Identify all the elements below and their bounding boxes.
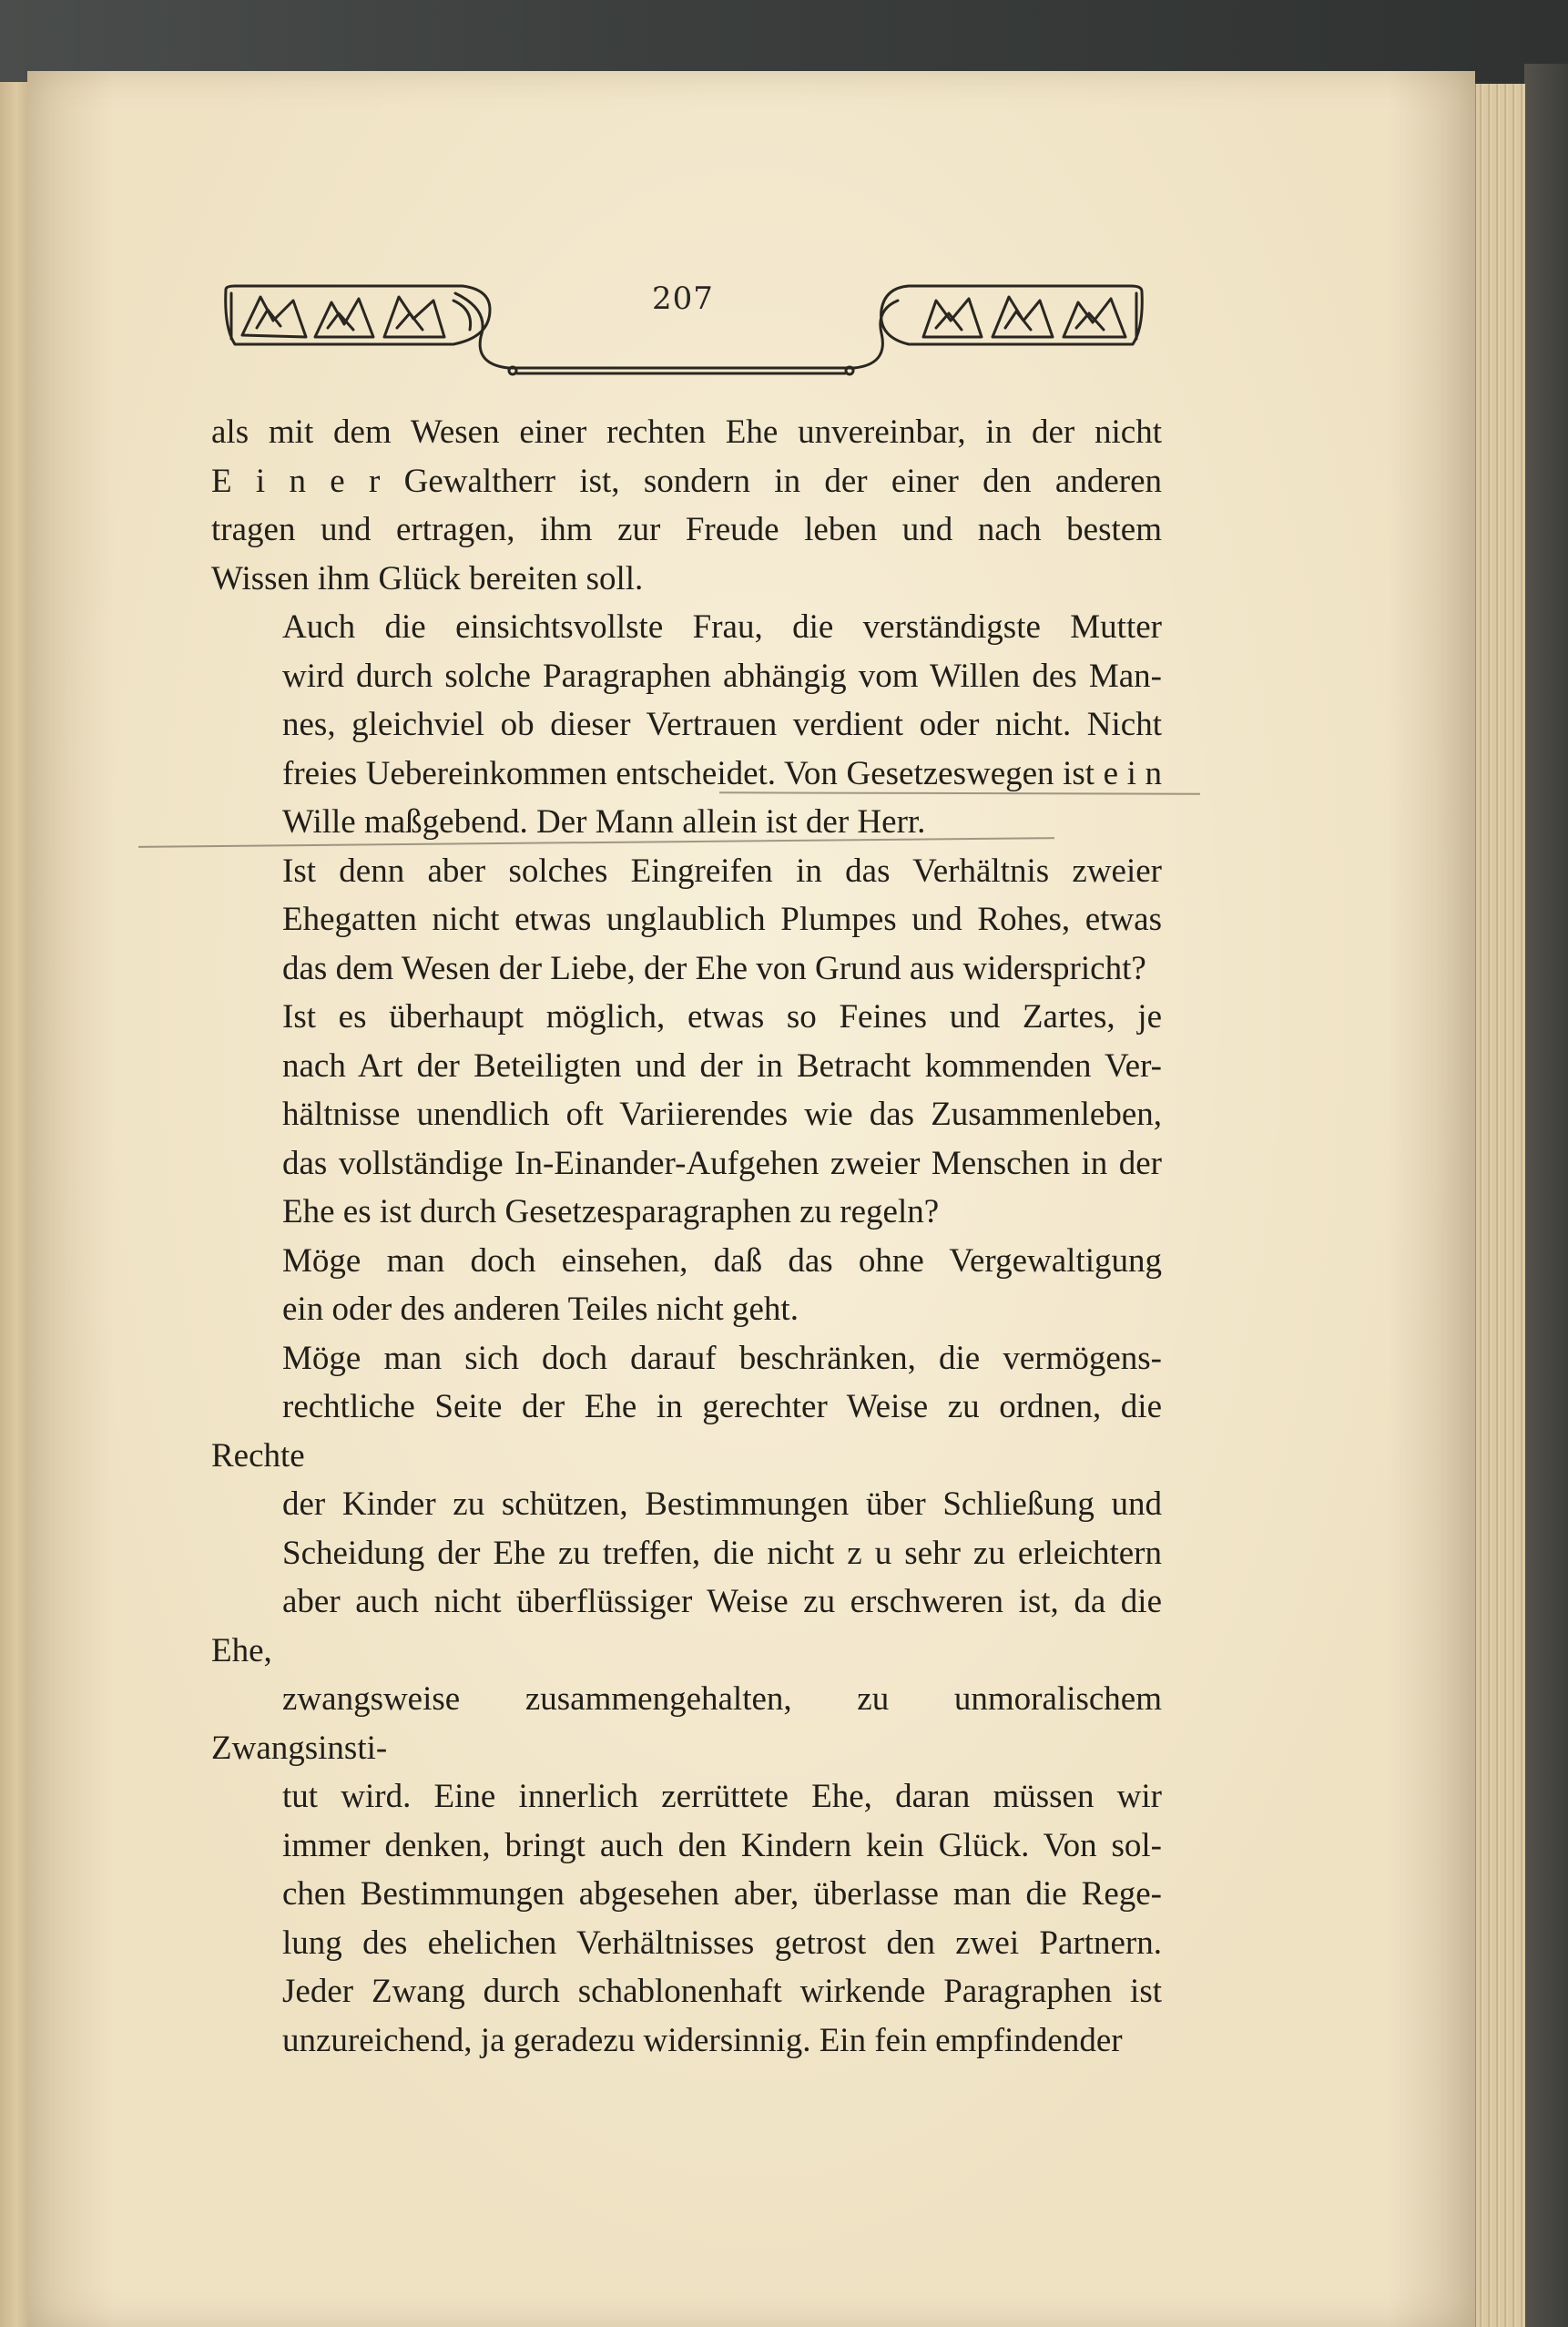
binding-edge	[1524, 64, 1568, 2327]
paragraph	[211, 847, 1162, 994]
text-line: unzureichend, ja geradezu widersinnig. Ein fein empfindender	[282, 2021, 1123, 2059]
paragraph	[211, 1334, 1162, 2066]
text-line: E i n e r Gewaltherr ist, sondern in der einer den anderen	[211, 462, 1162, 500]
text-line: immer denken, bringt auch den Kindern kein Glück. Von sol-	[282, 1826, 1162, 1864]
text-line: Jeder Zwang durch schablonenhaft wirkende Paragraphen ist	[282, 1973, 1162, 2010]
text-line: zwangsweise zusammengehalten, zu unmoralischem Zwangsinsti-	[211, 1680, 1162, 1767]
paragraph	[211, 993, 1162, 1237]
page-number: 207	[652, 281, 714, 317]
text-line: rechtliche Seite der Ehe in gerechter Weise zu ordnen, die Rechte	[211, 1388, 1162, 1475]
text-line: tut wird. Eine innerlich zerrüttete Ehe, daran müssen wir	[282, 1778, 1162, 1815]
text-line: Ist es überhaupt möglich, etwas so Feines und Zartes, je	[282, 998, 1162, 1036]
paragraph	[211, 603, 1162, 847]
text-line: der Kinder zu schützen, Bestimmungen über Schließung und	[282, 1485, 1162, 1523]
text-line: Ist denn aber solches Eingreifen in das Verhältnis zweier	[282, 852, 1162, 890]
text-line: chen Bestimmungen abgesehen aber, überlasse man die Rege-	[282, 1875, 1162, 1913]
page-stack-edge	[1475, 84, 1525, 2327]
text-line: Auch die einsichtsvollste Frau, die verständigste Mutter	[282, 608, 1162, 646]
text-line: als mit dem Wesen einer rechten Ehe unvereinbar, in der nicht	[211, 413, 1162, 451]
left-page-edge	[0, 82, 27, 2327]
text-line: wird durch solche Paragraphen abhängig vom Willen des Man-	[282, 657, 1162, 695]
text-line: tragen und ertragen, ihm zur Freude leben und nach bestem	[211, 511, 1162, 548]
text-line: Möge man doch einsehen, daß das ohne Vergewaltigung	[282, 1241, 1162, 1280]
text-line: aber auch nicht überflüssiger Weise zu erschweren ist, da die Ehe,	[211, 1583, 1162, 1669]
left-ivy-ornament	[226, 286, 508, 368]
text-line: lung des ehelichen Verhältnisses getrost den zwei Partnern.	[282, 1924, 1162, 1962]
paragraph	[211, 408, 1162, 603]
paragraph	[211, 1237, 1162, 1334]
text-line: das dem Wesen der Liebe, der Ehe von Grund aus widerspricht?	[282, 949, 1146, 987]
text-line: ein oder des anderen Teiles nicht geht.	[282, 1291, 799, 1328]
text-line: nes, gleichviel ob dieser Vertrauen verdient oder nicht. Nicht	[282, 706, 1162, 743]
text-line: Wissen ihm Glück bereiten soll.	[211, 559, 644, 597]
text-line: hältnisse unendlich oft Variierendes wie das Zusammenleben,	[282, 1096, 1162, 1133]
body-text	[211, 408, 1162, 2065]
text-line: das vollständige In-Einander-Aufgehen zweier Menschen in der	[282, 1144, 1162, 1182]
text-line: nach Art der Beteiligten und der in Betracht kommenden Ver-	[282, 1046, 1162, 1085]
text-line: Scheidung der Ehe zu treffen, die nicht z u sehr zu erleichtern	[282, 1534, 1162, 1572]
text-line: freies Uebereinkommen entscheidet. Von Gesetzeswegen ist e i n	[282, 754, 1162, 792]
right-ivy-ornament	[854, 286, 1142, 368]
text-line: Möge man sich doch darauf beschränken, die vermögens-	[282, 1339, 1162, 1377]
text-line: Ehegatten nicht etwas unglaublich Plumpes und Rohes, etwas	[282, 901, 1162, 938]
text-line: Ehe es ist durch Gesetzesparagraphen zu regeln?	[282, 1193, 940, 1230]
text-line: Wille maßgebend. Der Mann allein ist der Herr.	[282, 803, 926, 841]
